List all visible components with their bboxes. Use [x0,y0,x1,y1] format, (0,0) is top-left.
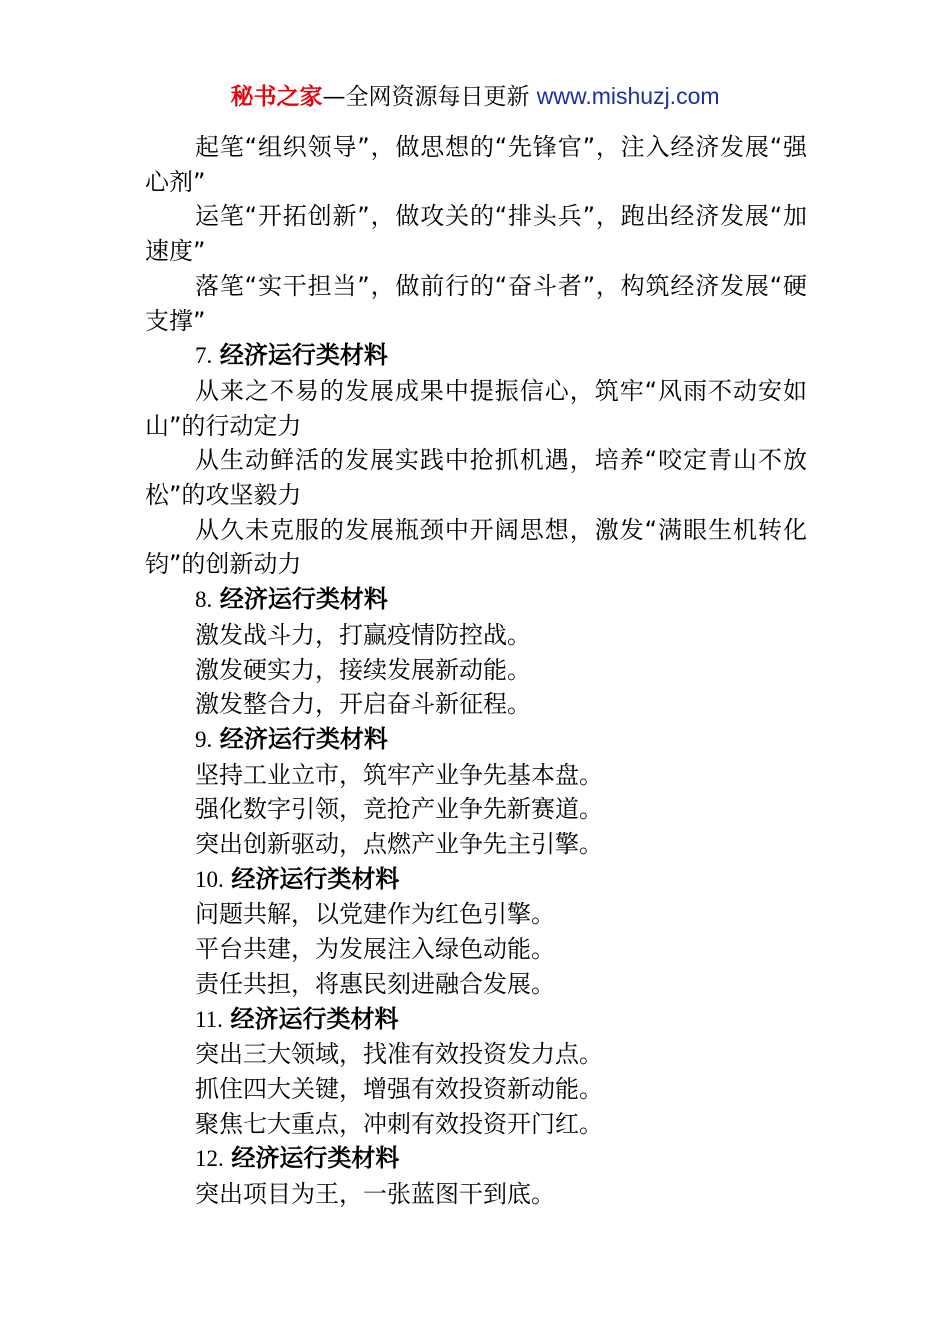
site-url[interactable]: www.mishuzj.com [536,83,720,109]
text-line: 激发整合力，开启奋斗新征程。 [195,690,531,719]
text-line: 问题共解，以党建作为红色引擎。 [195,900,555,929]
section-title: 经济运行类材料 [219,341,388,370]
text-line: 激发硬实力，接续发展新动能。 [195,655,531,684]
paragraph: 从来之不易的发展成果中提振信心，筑牢“风雨不动安如山”的行动定力 [145,376,807,440]
paragraph: 从生动鲜活的发展实践中抢抓机遇，培养“咬定青山不放松”的攻坚毅力 [145,446,807,510]
section-number: 9. [195,726,213,752]
section-heading [145,1141,807,1177]
section-number: 7. [195,343,213,369]
text-line: 责任共担，将惠民刻进融合发展。 [195,969,555,998]
section-heading [145,862,807,898]
section-title: 经济运行类材料 [231,864,400,893]
section-title: 经济运行类材料 [219,724,388,753]
paragraph: 运笔“开拓创新”，做攻关的“排头兵”，跑出经济发展“加速度” [145,202,807,266]
section-number: 10. [195,866,224,892]
text-line: 突出三大领域，找准有效投资发力点。 [195,1040,603,1069]
page-header [0,80,950,113]
site-brand: 秘书之家 [230,84,323,110]
paragraph: 从久未克服的发展瓶颈中开阔思想，激发“满眼生机转化钧”的创新动力 [145,515,807,579]
text-line: 坚持工业立市，筑牢产业争先基本盘。 [195,760,603,789]
section-title: 经济运行类材料 [219,585,388,614]
text-line: 激发战斗力，打赢疫情防控战。 [195,620,531,649]
section-heading [145,338,807,374]
section-heading [145,1002,807,1038]
section-number: 12. [195,1146,224,1172]
text-line: 抓住四大关键，增强有效投资新动能。 [195,1074,603,1103]
text-line: 突出项目为王，一张蓝图干到底。 [195,1180,555,1209]
text-line: 聚焦七大重点，冲刺有效投资开门红。 [195,1109,603,1138]
paragraph: 落笔“实干担当”，做前行的“奋斗者”，构筑经济发展“硬支撑” [145,271,807,335]
document-body [145,130,807,1212]
section-title: 经济运行类材料 [231,1144,400,1173]
section-heading [145,722,807,758]
paragraph: 起笔“组织领导”，做思想的“先锋官”，注入经济发展“强心剂” [145,133,807,196]
text-line: 突出创新驱动，点燃产业争先主引擎。 [195,830,603,859]
section-number: 8. [195,587,213,613]
site-tagline: —全网资源每日更新 [322,84,530,110]
text-line: 平台共建，为发展注入绿色动能。 [195,935,555,964]
section-number: 11. [195,1006,223,1032]
section-heading [145,582,807,618]
section-title: 经济运行类材料 [230,1004,399,1033]
text-line: 强化数字引领，竞抢产业争先新赛道。 [195,795,603,824]
